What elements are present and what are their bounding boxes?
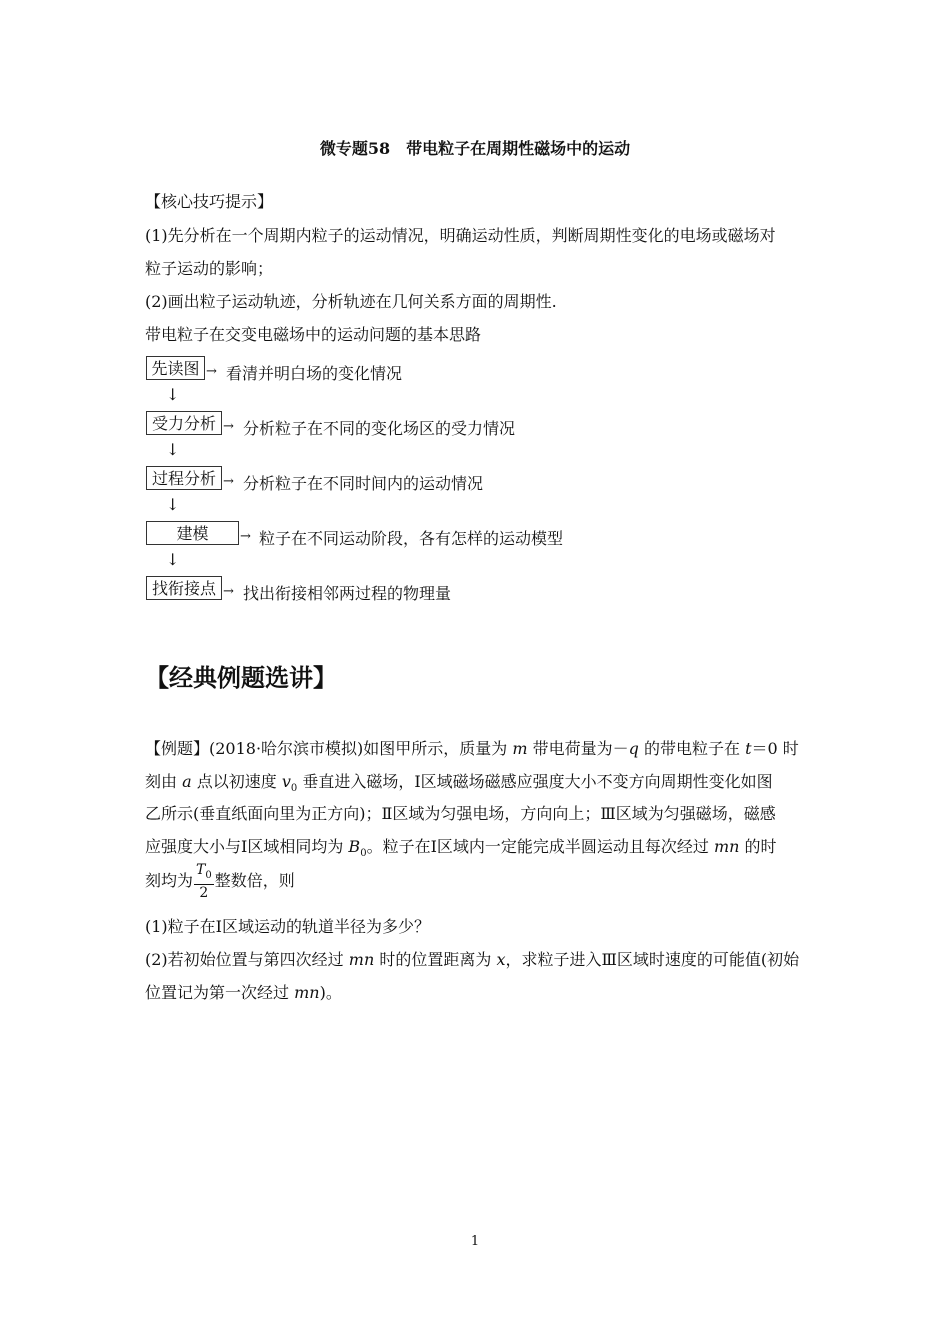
- page-title: 微专题58 带电粒子在周期性磁场中的运动: [319, 139, 631, 158]
- flow-box-read: 先读图: [146, 356, 205, 380]
- flow-arrow-down: ↓: [166, 550, 180, 569]
- tips-paragraph-1-cont: 粒子运动的影响；: [145, 259, 274, 278]
- tips-paragraph-1: (1)先分析在一个周期内粒子的运动情况，明确运动性质，判断周期性变化的电场或磁场对: [145, 226, 776, 245]
- example-line-3: 乙所示(垂直纸面向里为正方向)；Ⅱ区域为匀强电场，方向向上；Ⅲ区域为匀强磁场，磁感: [145, 804, 776, 823]
- flow-step-text: 找出衔接相邻两过程的物理量: [243, 584, 452, 603]
- flow-step-text: 分析粒子在不同时间内的运动情况: [243, 474, 484, 493]
- tips-paragraph-2: (2)画出粒子运动轨迹，分析轨迹在几何关系方面的周期性.: [145, 292, 557, 311]
- fraction-t0-over-2: $\frac{T_0}{2}$: [196, 862, 212, 901]
- flow-arrow-right: →: [206, 364, 217, 379]
- flow-step-text: 分析粒子在不同的变化场区的受力情况: [243, 419, 516, 438]
- flow-box-model: 建模: [146, 521, 239, 545]
- flow-arrow-right: →: [223, 419, 234, 434]
- flow-arrow-down: ↓: [166, 495, 180, 514]
- page-number: 1: [470, 1234, 480, 1249]
- tips-paragraph-3: 带电粒子在交变电磁场中的运动问题的基本思路: [145, 325, 482, 344]
- flow-arrow-right: →: [223, 584, 234, 599]
- flow-arrow-down: ↓: [166, 385, 180, 404]
- flow-arrow-down: ↓: [166, 440, 180, 459]
- flow-box-force: 受力分析: [146, 411, 222, 435]
- question-2: (2)若初始位置与第四次经过 mn 时的位置距离为 x，求粒子进入Ⅲ区域时速度的可能值(初始: [145, 950, 800, 969]
- example-line-1: 【例题】(2018·哈尔滨市模拟)如图甲所示，质量为 m 带电荷量为－q 的带电粒子在 t＝0 时: [145, 739, 799, 758]
- section-title: 【经典例题选讲】: [145, 663, 337, 692]
- example-line-2: 刻由 a 点以初速度 $v_0$ 垂直进入磁场，Ⅰ区域磁场磁感应强度大小不变方向周期性变化如图: [145, 772, 773, 795]
- flow-box-link: 找衔接点: [146, 576, 222, 600]
- question-2-cont: 位置记为第一次经过 mn)。: [145, 983, 342, 1002]
- flow-step-text: 粒子在不同运动阶段，各有怎样的运动模型: [259, 529, 564, 548]
- question-1: (1)粒子在Ⅰ区域运动的轨道半径为多少？: [145, 917, 430, 936]
- example-line-4: 应强度大小与Ⅰ区域相同均为 $B_0$。粒子在Ⅰ区域内一定能完成半圆运动且每次经过 mn 的时: [145, 837, 777, 860]
- flow-box-process: 过程分析: [146, 466, 222, 490]
- example-line-5: 刻均为 $\frac{T_0}{2}$ 整数倍，则: [145, 862, 295, 901]
- flow-arrow-right: →: [240, 529, 251, 544]
- flow-step-text: 看清并明白场的变化情况: [226, 364, 403, 383]
- tips-heading: 【核心技巧提示】: [145, 192, 274, 211]
- flow-arrow-right: →: [223, 474, 234, 489]
